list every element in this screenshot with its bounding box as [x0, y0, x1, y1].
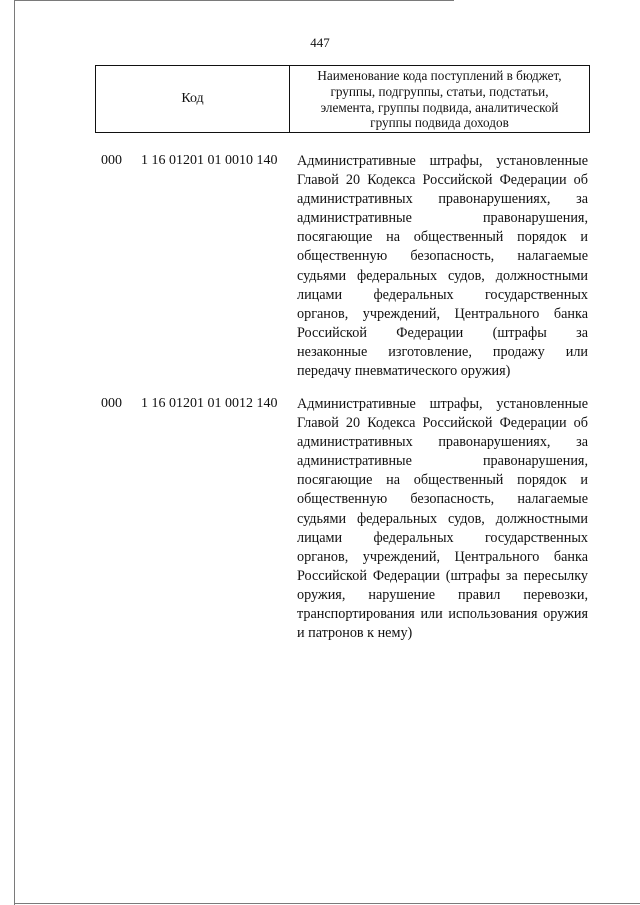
description-line: органов, учреждений, Центрального банка [297, 548, 588, 565]
description-line: судьями федеральных судов, должностными [297, 510, 588, 527]
description-line: Главой 20 Кодекса Российской Федерации об [297, 415, 588, 432]
description-line: и патронов к нему) [297, 625, 413, 642]
description-line: административные правонарушения, [297, 453, 588, 470]
row-prefix: 000 [101, 396, 122, 411]
description-line: оружия, нарушение правил перевозки, [297, 586, 588, 603]
page-number: 447 [310, 35, 330, 50]
description-line: транспортирования или использования оружия [297, 606, 588, 623]
description-line: Главой 20 Кодекса Российской Федерации об [297, 172, 588, 189]
description-line: Административные штрафы, установленные [297, 153, 588, 169]
header-name-label [290, 68, 589, 131]
description-line: лицами федеральных государственных [297, 529, 588, 546]
header-name-line: группы подвида доходов [370, 115, 509, 131]
scan-edge-left [14, 0, 15, 905]
table-header [95, 65, 590, 133]
description-line: лицами федеральных государственных [297, 286, 588, 303]
description-line: посягающие на общественный порядок и [297, 472, 588, 489]
scan-edge-bottom [14, 903, 640, 904]
description-line: незаконные изготовление, продажу или [297, 343, 588, 360]
description-line: общественную безопасность, налагаемые [297, 491, 588, 508]
description-line: общественную безопасность, налагаемые [297, 248, 588, 265]
description-line: Административные штрафы, установленные [297, 396, 588, 412]
description-line: Российской Федерации (штрафы за пересылку [297, 567, 588, 584]
row-description [297, 395, 588, 643]
description-line: Российской Федерации (штрафы за [297, 324, 588, 341]
description-line: органов, учреждений, Центрального банка [297, 305, 588, 322]
description-line: передачу пневматического оружия) [297, 363, 511, 380]
description-line: административных правонарушениях, за [297, 191, 588, 208]
description-line: судьями федеральных судов, должностными [297, 267, 588, 284]
description-line: административных правонарушениях, за [297, 434, 588, 451]
description-line: административные правонарушения, [297, 210, 588, 227]
row-prefix: 000 [101, 153, 122, 168]
header-name-line: Наименование кода поступлений в бюджет, [317, 68, 562, 83]
row-code: 1 16 01201 01 0012 140 [141, 396, 278, 411]
row-description [297, 152, 588, 381]
scan-edge-top [14, 0, 454, 1]
header-name-line: группы, подгруппы, статьи, подстатьи, [330, 83, 549, 99]
description-line: посягающие на общественный порядок и [297, 229, 588, 246]
header-code-label: Код [181, 91, 204, 106]
row-code: 1 16 01201 01 0010 140 [141, 153, 278, 168]
header-name-line: элемента, группы подвида, аналитической [320, 99, 559, 115]
